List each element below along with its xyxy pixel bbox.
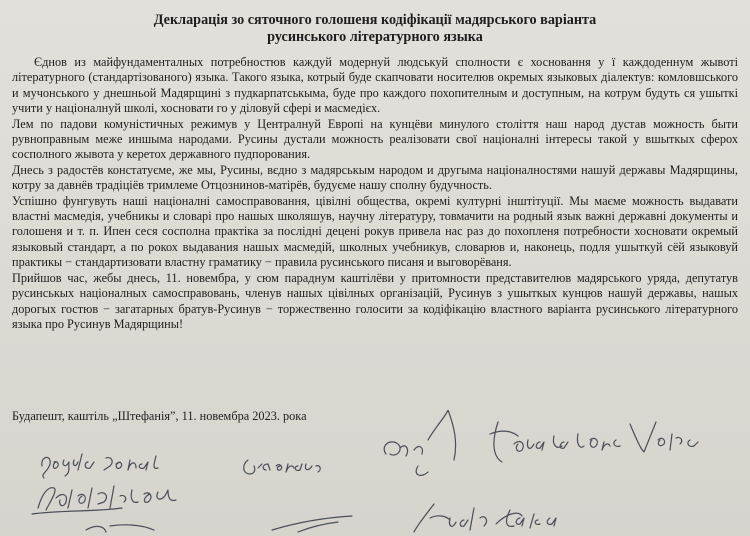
signature-5 [486,414,716,474]
paragraph-3: Днесь з радостёв констатуєме, же мы, Русины, вєдно з мадярськым народом и другыма націоналностями нашуй державы Мадярщины, котру за давнёв традіціёв тримлеме Отцознинов-матірёв, будуєме нашу сполну будучность. [12,162,738,193]
paragraph-2: Лем по падови комуністичных режимув у Централнуй Европі на кунцёви минулого століття наш народ дустав можность быти рувноправным меже иншыма народами. Русины дустали можность реалізовати свої націоналні інтересы такой у вшыткых сферох сосполного жывота у керетох державного пудпорования. [12,116,738,162]
title-line-2: русинського літературного языка [267,29,483,45]
signature-8 [80,516,170,536]
paragraph-5: Прийшов час, жебы днесь, 11. новембра, у сюм параднум каштілёви у притомности представителюв мадярського уряда, депутатув русинськых націоналных самосправовань, членув нашых цівілных організацій, Русинув з ушыткых кунцюв нашуй державы, нашых дорогых гостюв − загатарных братув-Русинув − торжественно голосити за кодіфікацію властного варіанта русинського літературного языка про Русинув Мадярщины! [12,270,738,331]
paragraph-1: Єднов из майфундаменталных потребностюв каждуй модернуй людськуй сполности є хосновання у ї каждоденнум жывоті літературного (стандартізованого) языка. Такого языка, котрый буде скапчовати носителюв окремых языковых діалектув: комловшського и мучонського у днешньой Мадярщині з пудкарпатськыма, буде про каждого похопителным и доступным, на котрум будуть ся ушыткі учити у націоналнуй школі, хосновати го у діловуй сфері и масмедієх. [12,55,738,116]
title-line-1: Декларація зо сяточного голошеня кодіфікації мадярського варіанта [153,12,597,28]
signature-4 [378,410,468,480]
place-and-date: Будапешт, каштіль „Штефанія”, 11. новембра 2023. рока [12,409,307,423]
signature-6 [410,500,600,536]
signature-3 [238,452,338,478]
signature-7 [268,510,368,536]
declaration-body [12,55,738,332]
paragraph-4: Успішно фунгувуть наші націоналні самосправовання, цівілні общества, окремі културні інштітуції. Мы маєме можность выдавати властні масмедія, учебникы и словарі про нашых школяшув, научну літературу, товмачити на родный язык важні державні документы и голошеня и т. п. Ипен сеся сосполна практіка за послідні децені рокув привела нас раз до похопленя потребности хосновати окремый языковый стандарт, а по рокох выдавания нашых масмедій, школных учебникув, словарюв и, наконець, подля ушыткуй сёй языковуй практикы − стандартизовати властну граматику − правила русинського писаня и выговорёваня. [12,193,738,270]
signature-2 [28,480,198,516]
document-title [0,12,750,46]
signature-1 [38,448,178,480]
